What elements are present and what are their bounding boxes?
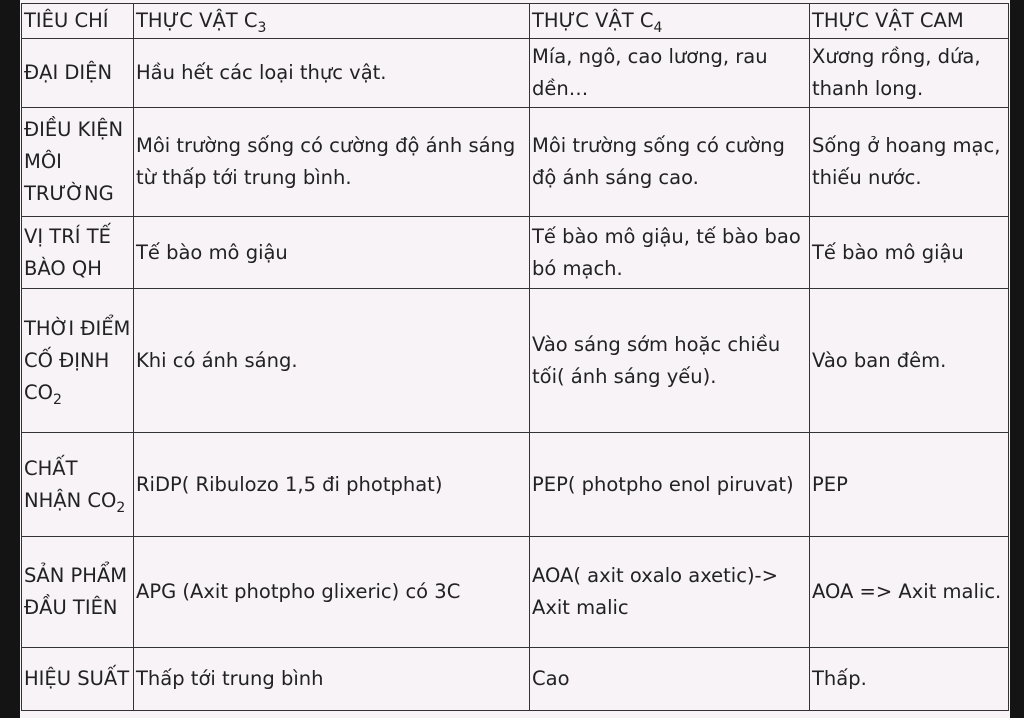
cam-cell: Sống ở hoang mạc, thiếu nước. [810,108,1009,217]
header-criterion: TIÊU CHÍ [22,4,134,39]
c4-cell: Mía, ngô, cao lương, rau dền… [530,39,810,108]
cam-cell: Thấp. [810,648,1009,711]
table-row [22,108,1009,217]
criterion-cell: VỊ TRÍ TẾ BÀO QH [22,217,134,289]
c4-cell: Vào sáng sớm hoặc chiều tối( ánh sáng yếu). [530,289,810,433]
criterion-cell: SẢN PHẨM ĐẦU TIÊN [22,537,134,648]
criterion-cell: THỜI ĐIỂM CỐ ĐỊNH $CO_2$ [22,289,134,433]
header-cam: THỰC VẬT CAM [810,4,1009,39]
c4-cell: Tế bào mô giậu, tế bào bao bó mạch. [530,217,810,289]
c4-cell: PEP( photpho enol piruvat) [530,433,810,537]
cam-cell: AOA => Axit malic. [810,537,1009,648]
cam-cell: Tế bào mô giậu [810,217,1009,289]
table-row [22,648,1009,711]
c3-cell: Hầu hết các loại thực vật. [134,39,530,108]
cam-cell: Vào ban đêm. [810,289,1009,433]
header-row [22,4,1009,39]
c4-cell: Môi trường sống có cường độ ánh sáng cao. [530,108,810,217]
c3-cell: RiDP( Ribulozo 1,5 đi photphat) [134,433,530,537]
criterion-cell: CHẤT NHẬN $CO_2$ [22,433,134,537]
criterion-cell: ĐẠI DIỆN [22,39,134,108]
c3-cell: Thấp tới trung bình [134,648,530,711]
cam-cell: PEP [810,433,1009,537]
table-row [22,39,1009,108]
table-row [22,217,1009,289]
table-row [22,433,1009,537]
cam-cell: Xương rồng, dứa, thanh long. [810,39,1009,108]
criterion-cell: ĐIỀU KIỆN MÔI TRƯỜNG [22,108,134,217]
c4-cell: Cao [530,648,810,711]
header-c4: THỰC VẬT $C_4$ [530,4,810,39]
c3-cell: Môi trường sống có cường độ ánh sáng từ thấp tới trung bình. [134,108,530,217]
c3-cell: APG (Axit photpho glixeric) có 3C [134,537,530,648]
c3-cell: Tế bào mô giậu [134,217,530,289]
header-c3: THỰC VẬT $C_3$ [134,4,530,39]
c4-cell: AOA( axit oxalo axetic)-> Axit malic [530,537,810,648]
table-row [22,537,1009,648]
criterion-cell: HIỆU SUẤT [22,648,134,711]
table-row [22,289,1009,433]
comparison-table [21,3,1009,711]
c3-cell: Khi có ánh sáng. [134,289,530,433]
